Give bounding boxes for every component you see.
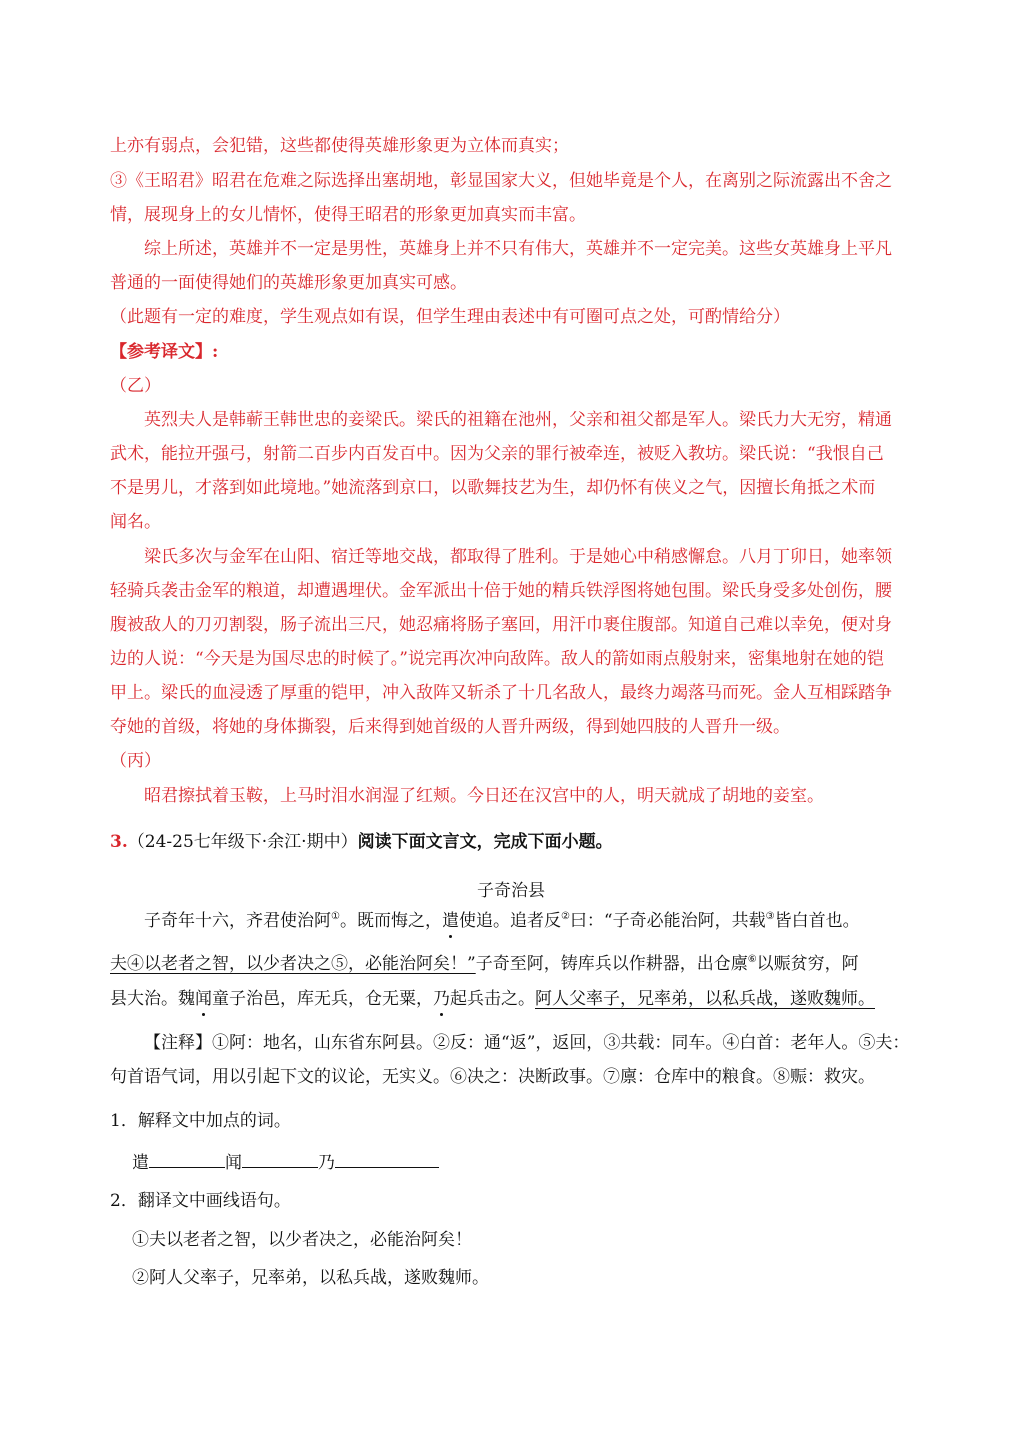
annotation-notes: 【注释】①阿：地名，山东省东阿县。②反：通“返”，返回，③共载：同车。④白首：老年人。⑤夫： bbox=[144, 1033, 910, 1053]
passage-text: 县大治。魏 bbox=[110, 989, 195, 1009]
sub-question-1: 1．解释文中加点的词。 bbox=[110, 1111, 291, 1131]
answer-summary-cont: 普通的一面使得她们的英雄形象更加真实可感。 bbox=[110, 273, 467, 293]
passage-text: 使追。追者反 bbox=[458, 911, 561, 931]
blank-label: 闻 bbox=[225, 1153, 242, 1173]
sub-question-2: 2．翻译文中画线语句。 bbox=[110, 1191, 291, 1211]
passage-title: 子奇治县 bbox=[477, 881, 545, 901]
passage-line-2 bbox=[110, 952, 859, 976]
bing-paragraph: 昭君擦拭着玉鞍，上马时泪水润湿了红颊。今日还在汉宫中的人，明天就成了胡地的妾室。 bbox=[144, 786, 824, 806]
passage-text: 起兵击之。 bbox=[450, 989, 535, 1009]
yi-paragraph-2-line: 甲上。梁氏的血浸透了厚重的铠甲，冲入敌阵又斩杀了十几名敌人，最终力竭落马而死。金人互相踩踏争 bbox=[110, 683, 892, 703]
answer-point-3: ③《王昭君》昭君在危难之际选择出塞胡地，彰显国家大义，但她毕竟是个人，在离别之际流露出不舍之 bbox=[110, 171, 892, 191]
answer-blank[interactable] bbox=[335, 1149, 439, 1168]
passage-text: 以赈贫穷，阿 bbox=[756, 954, 859, 974]
passage-text: 皆白首也。 bbox=[774, 911, 860, 931]
passage-text: 曰：“子奇必能治阿，共载 bbox=[569, 911, 766, 931]
question-number: 3. bbox=[110, 832, 128, 852]
footnote-marker: ③ bbox=[765, 911, 775, 922]
answer-blank[interactable] bbox=[242, 1149, 318, 1168]
passage-text: 。既而悔之， bbox=[339, 911, 442, 931]
blank-label: 乃 bbox=[318, 1153, 335, 1173]
reference-translation-heading: 【参考译文】: bbox=[110, 342, 219, 362]
footnote-marker: ② bbox=[560, 911, 570, 922]
section-bing-label: （丙） bbox=[110, 751, 161, 771]
footnote-marker: ⑥ bbox=[747, 954, 757, 965]
footnote-marker: ① bbox=[331, 911, 340, 922]
dotted-word: 乃 bbox=[433, 989, 450, 1009]
passage-line-3 bbox=[110, 987, 875, 1011]
passage-text: 童子治邑，库无兵，仓无粟， bbox=[212, 989, 433, 1009]
fill-blank-row bbox=[132, 1149, 439, 1175]
question-prompt: 阅读下面文言文，完成下面小题。 bbox=[357, 832, 613, 852]
yi-paragraph-1-line: 武术，能拉开强弓，射箭二百步内百发百中。因为父亲的罪行被牵连，被贬入教坊。梁氏说：“我恨自己 bbox=[110, 444, 884, 464]
answer-line: 上亦有弱点，会犯错，这些都使得英雄形象更为立体而真实； bbox=[110, 136, 569, 156]
underlined-sentence: 阿人父率子，兄率弟，以私兵战，遂败魏师。 bbox=[535, 989, 875, 1009]
blank-label: 遣 bbox=[132, 1153, 149, 1173]
question-source: （24-25七年级下·余江·期中） bbox=[127, 832, 358, 852]
passage-line-1 bbox=[144, 909, 860, 933]
dotted-word: 闻 bbox=[195, 989, 212, 1009]
answer-point-3-cont: 情，展现身上的女儿情怀，使得王昭君的形象更加真实而丰富。 bbox=[110, 205, 586, 225]
yi-paragraph-2-line: 腹被敌人的刀刃割裂，肠子流出三尺，她忍痛将肠子塞回，用汗巾裹住腹部。知道自己难以幸免，便对身 bbox=[110, 615, 892, 635]
translate-item-1: ①夫以老者之智，以少者决之，必能治阿矣！ bbox=[132, 1230, 472, 1250]
yi-paragraph-1: 英烈夫人是韩蕲王韩世忠的妾梁氏。梁氏的祖籍在池州，父亲和祖父都是军人。梁氏力大无穷，精通 bbox=[144, 410, 892, 430]
passage-text: 子奇至阿，铸库兵以作耕器，出仓廪 bbox=[475, 954, 748, 974]
yi-paragraph-2: 梁氏多次与金军在山阳、宿迁等地交战，都取得了胜利。于是她心中稍感懈怠。八月丁卯日，她率领 bbox=[144, 547, 892, 567]
underlined-sentence: 夫④以老者之智，以少者决之⑤，必能治阿矣！” bbox=[110, 954, 476, 974]
dotted-word: 遣 bbox=[441, 911, 459, 931]
answer-blank[interactable] bbox=[149, 1149, 225, 1168]
answer-summary: 综上所述，英雄并不一定是男性，英雄身上并不只有伟大，英雄并不一定完美。这些女英雄身上平凡 bbox=[144, 239, 892, 259]
yi-paragraph-2-line: 边的人说：“今天是为国尽忠的时候了。”说完再次冲向敌阵。敌人的箭如雨点般射来，密集地射在她的铠 bbox=[110, 649, 884, 669]
yi-paragraph-1-line: 闻名。 bbox=[110, 512, 161, 532]
annotation-notes-cont: 句首语气词，用以引起下文的议论，无实义。⑥决之：决断政事。⑦廪：仓库中的粮食。⑧赈：救灾。 bbox=[110, 1067, 875, 1087]
section-yi-label: （乙） bbox=[110, 376, 161, 396]
yi-paragraph-2-line: 夺她的首级，将她的身体撕裂，后来得到她首级的人晋升两级，得到她四肢的人晋升一级。 bbox=[110, 717, 790, 737]
translate-item-2: ②阿人父率子，兄率弟，以私兵战，遂败魏师。 bbox=[132, 1268, 489, 1288]
yi-paragraph-1-line: 不是男儿，才落到如此境地。”她流落到京口，以歌舞技艺为生，却仍怀有侠义之气，因擅长角抵之术而 bbox=[110, 478, 876, 498]
passage-text: 子奇年十六，齐君使治阿 bbox=[144, 911, 331, 931]
question-3-header bbox=[110, 830, 613, 854]
grading-note: （此题有一定的难度，学生观点如有误，但学生理由表述中有可圈可点之处，可酌情给分） bbox=[110, 307, 790, 327]
yi-paragraph-2-line: 轻骑兵袭击金军的粮道，却遭遇埋伏。金军派出十倍于她的精兵铁浮图将她包围。梁氏身受多处创伤，腰 bbox=[110, 581, 892, 601]
